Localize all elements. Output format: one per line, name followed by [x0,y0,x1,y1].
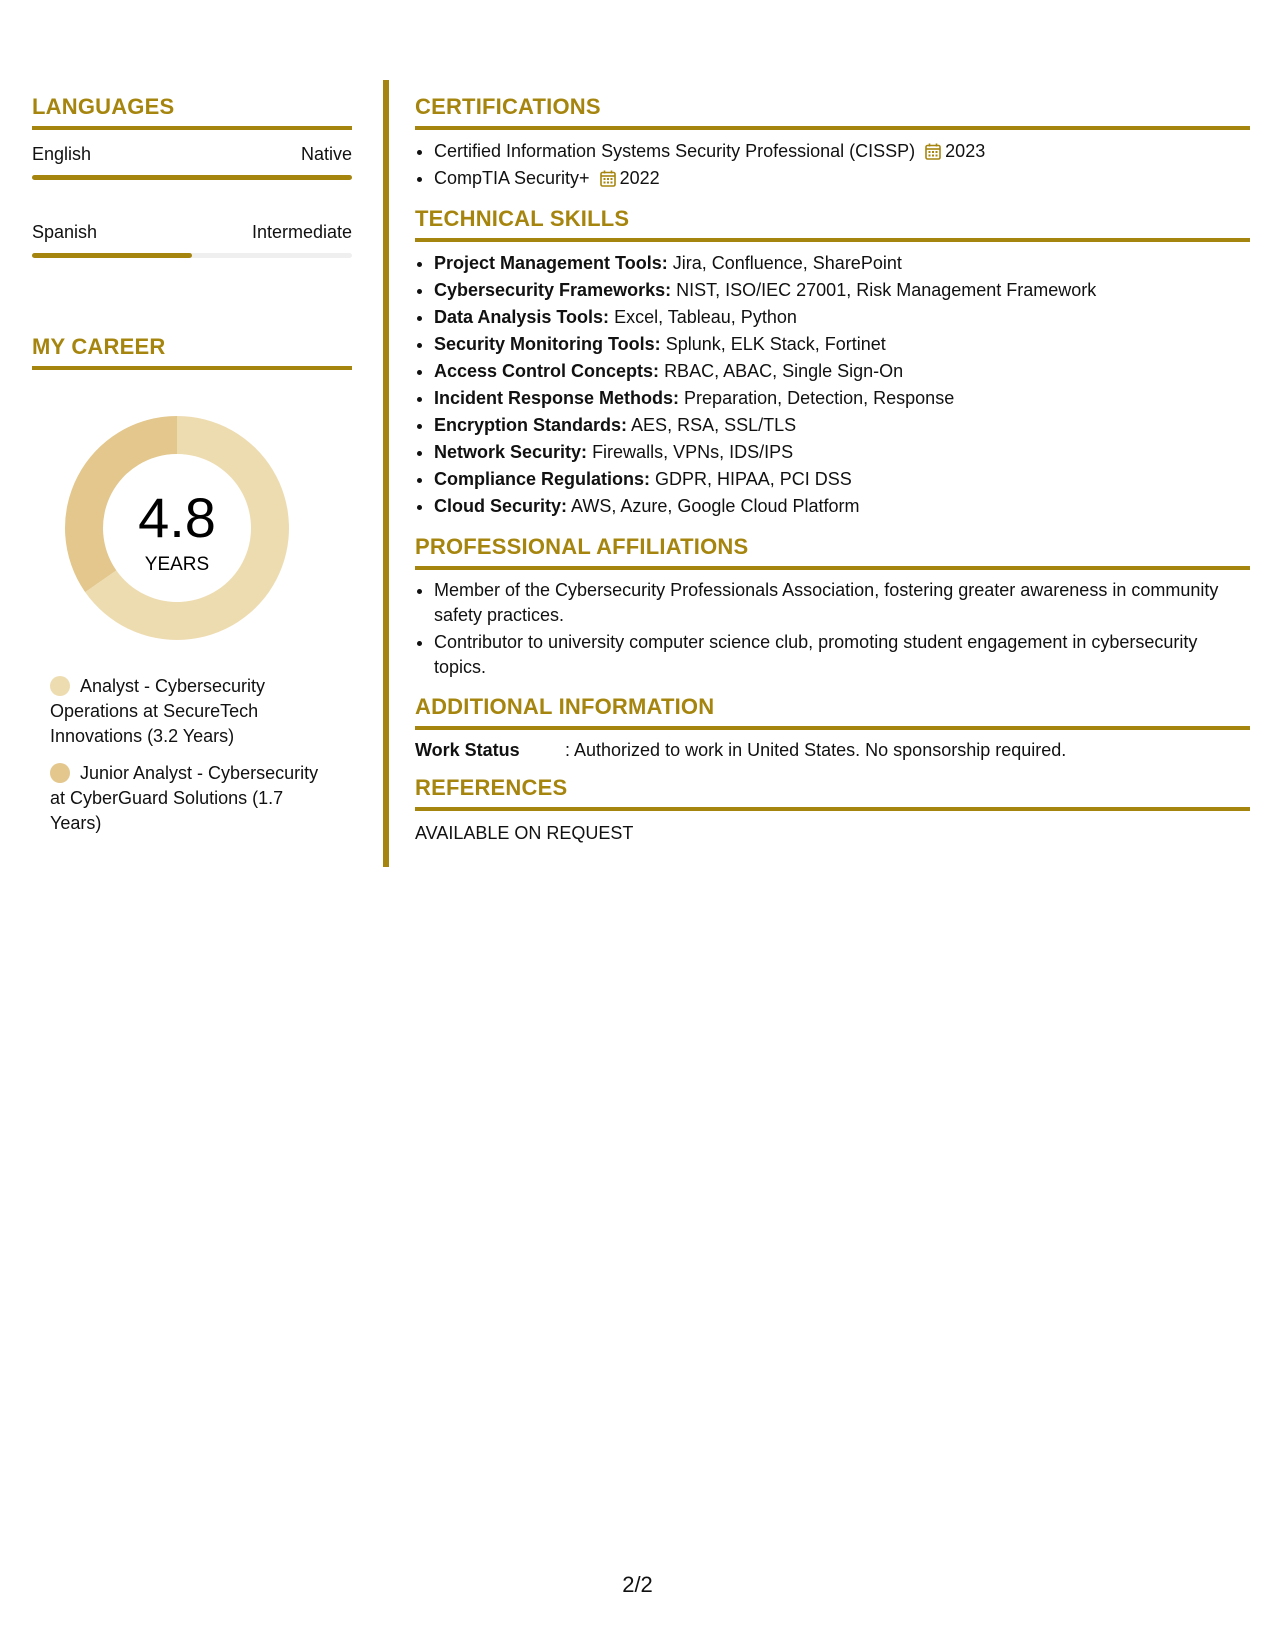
work-status-value: : Authorized to work in United States. No sponsorship required. [565,740,1067,760]
certification-name: CompTIA Security+ [434,168,590,188]
skill-label: Cloud Security: [434,496,568,516]
language-name: Spanish [32,222,98,242]
language-proficiency-fill [32,253,192,258]
languages-list [32,144,352,258]
languages-title: LANGUAGES [32,94,352,130]
skill-value: AES, RSA, SSL/TLS [631,415,797,435]
page-number: 2/2 [622,1572,653,1597]
legend-dot-icon [50,676,70,696]
skill-label: Project Management Tools: [434,253,668,273]
language-item [32,144,352,180]
career-total-value: 4.8 [138,486,216,549]
skill-item [434,466,1250,493]
skill-item [434,493,1250,520]
career-title: MY CAREER [32,334,352,370]
skill-item [434,277,1250,304]
skill-item [434,304,1250,331]
skill-value: AWS, Azure, Google Cloud Platform [571,496,860,516]
additional-info-section [415,694,1250,761]
skill-value: Jira, Confluence, SharePoint [672,253,902,273]
certification-year: 2023 [945,141,986,161]
skill-item [434,358,1250,385]
affiliations-section [415,534,1250,680]
calendar-icon [600,170,616,187]
certification-name: Certified Information Systems Security Professional (CISSP) [434,141,916,161]
language-level: Native [300,144,352,164]
languages-section [32,94,352,300]
certification-item [434,165,1250,192]
calendar-icon [925,143,941,160]
skill-item [434,412,1250,439]
language-row [32,144,352,165]
affiliations-title: PROFESSIONAL AFFILIATIONS [415,534,1250,570]
additional-info-title: ADDITIONAL INFORMATION [415,694,1250,730]
skill-value: Excel, Tableau, Python [614,307,797,327]
skill-item [434,439,1250,466]
skill-value: RBAC, ABAC, Single Sign-On [664,361,904,381]
skill-value: NIST, ISO/IEC 27001, Risk Management Framework [676,280,1097,300]
career-role-label: Analyst - Cybersecurity Operations at SecureTech Innovations (3.2 Years) [50,676,266,746]
certification-item [434,138,1250,165]
affiliation-item: • Contributor to university computer science club, promoting student engagement in cybersecurity topics. [434,630,1250,680]
skill-value: Splunk, ELK Stack, Fortinet [665,334,886,354]
language-name: English [32,144,92,164]
skill-item [434,250,1250,277]
work-status-row [415,740,1250,761]
references-section [415,775,1250,844]
affiliation-item: • Member of the Cybersecurity Professionals Association, fostering greater awareness in community safety practices. [434,578,1250,628]
work-status-label: Work Status [415,740,520,760]
skill-label: Cybersecurity Frameworks: [434,280,672,300]
skill-label: Incident Response Methods: [434,388,680,408]
column-divider [383,80,389,867]
skill-item [434,331,1250,358]
language-level: Intermediate [251,222,352,242]
skill-label: Network Security: [434,442,588,462]
language-row [32,222,352,243]
skill-item [434,385,1250,412]
career-total-label: YEARS [144,554,210,575]
certification-year: 2022 [619,168,660,188]
skill-value: Firewalls, VPNs, IDS/IPS [592,442,794,462]
language-proficiency-fill [32,175,352,180]
main-column [415,94,1250,858]
certifications-list [415,138,1250,192]
language-proficiency-bar [32,253,352,258]
certifications-section [415,94,1250,192]
skill-value: Preparation, Detection, Response [684,388,955,408]
affiliations-list [415,578,1250,680]
technical-skills-list [415,250,1250,520]
references-title: REFERENCES [415,775,1250,811]
career-legend-item [50,761,320,836]
skill-label: Encryption Standards: [434,415,628,435]
skill-label: Data Analysis Tools: [434,307,610,327]
references-text: AVAILABLE ON REQUEST [415,823,634,843]
skill-label: Compliance Regulations: [434,469,651,489]
career-role-label: Junior Analyst - Cybersecurity at CyberGuard Solutions (1.7 Years) [50,763,319,833]
skill-value: GDPR, HIPAA, PCI DSS [655,469,852,489]
career-legend-item [50,674,320,749]
skill-label: Security Monitoring Tools: [434,334,661,354]
technical-skills-section [415,206,1250,520]
language-item [32,222,352,258]
skill-label: Access Control Concepts: [434,361,660,381]
certifications-title: CERTIFICATIONS [415,94,1250,130]
legend-dot-icon [50,763,70,783]
career-donut-chart [64,415,290,641]
career-legend [50,674,320,848]
technical-skills-title: TECHNICAL SKILLS [415,206,1250,242]
language-proficiency-bar [32,175,352,180]
